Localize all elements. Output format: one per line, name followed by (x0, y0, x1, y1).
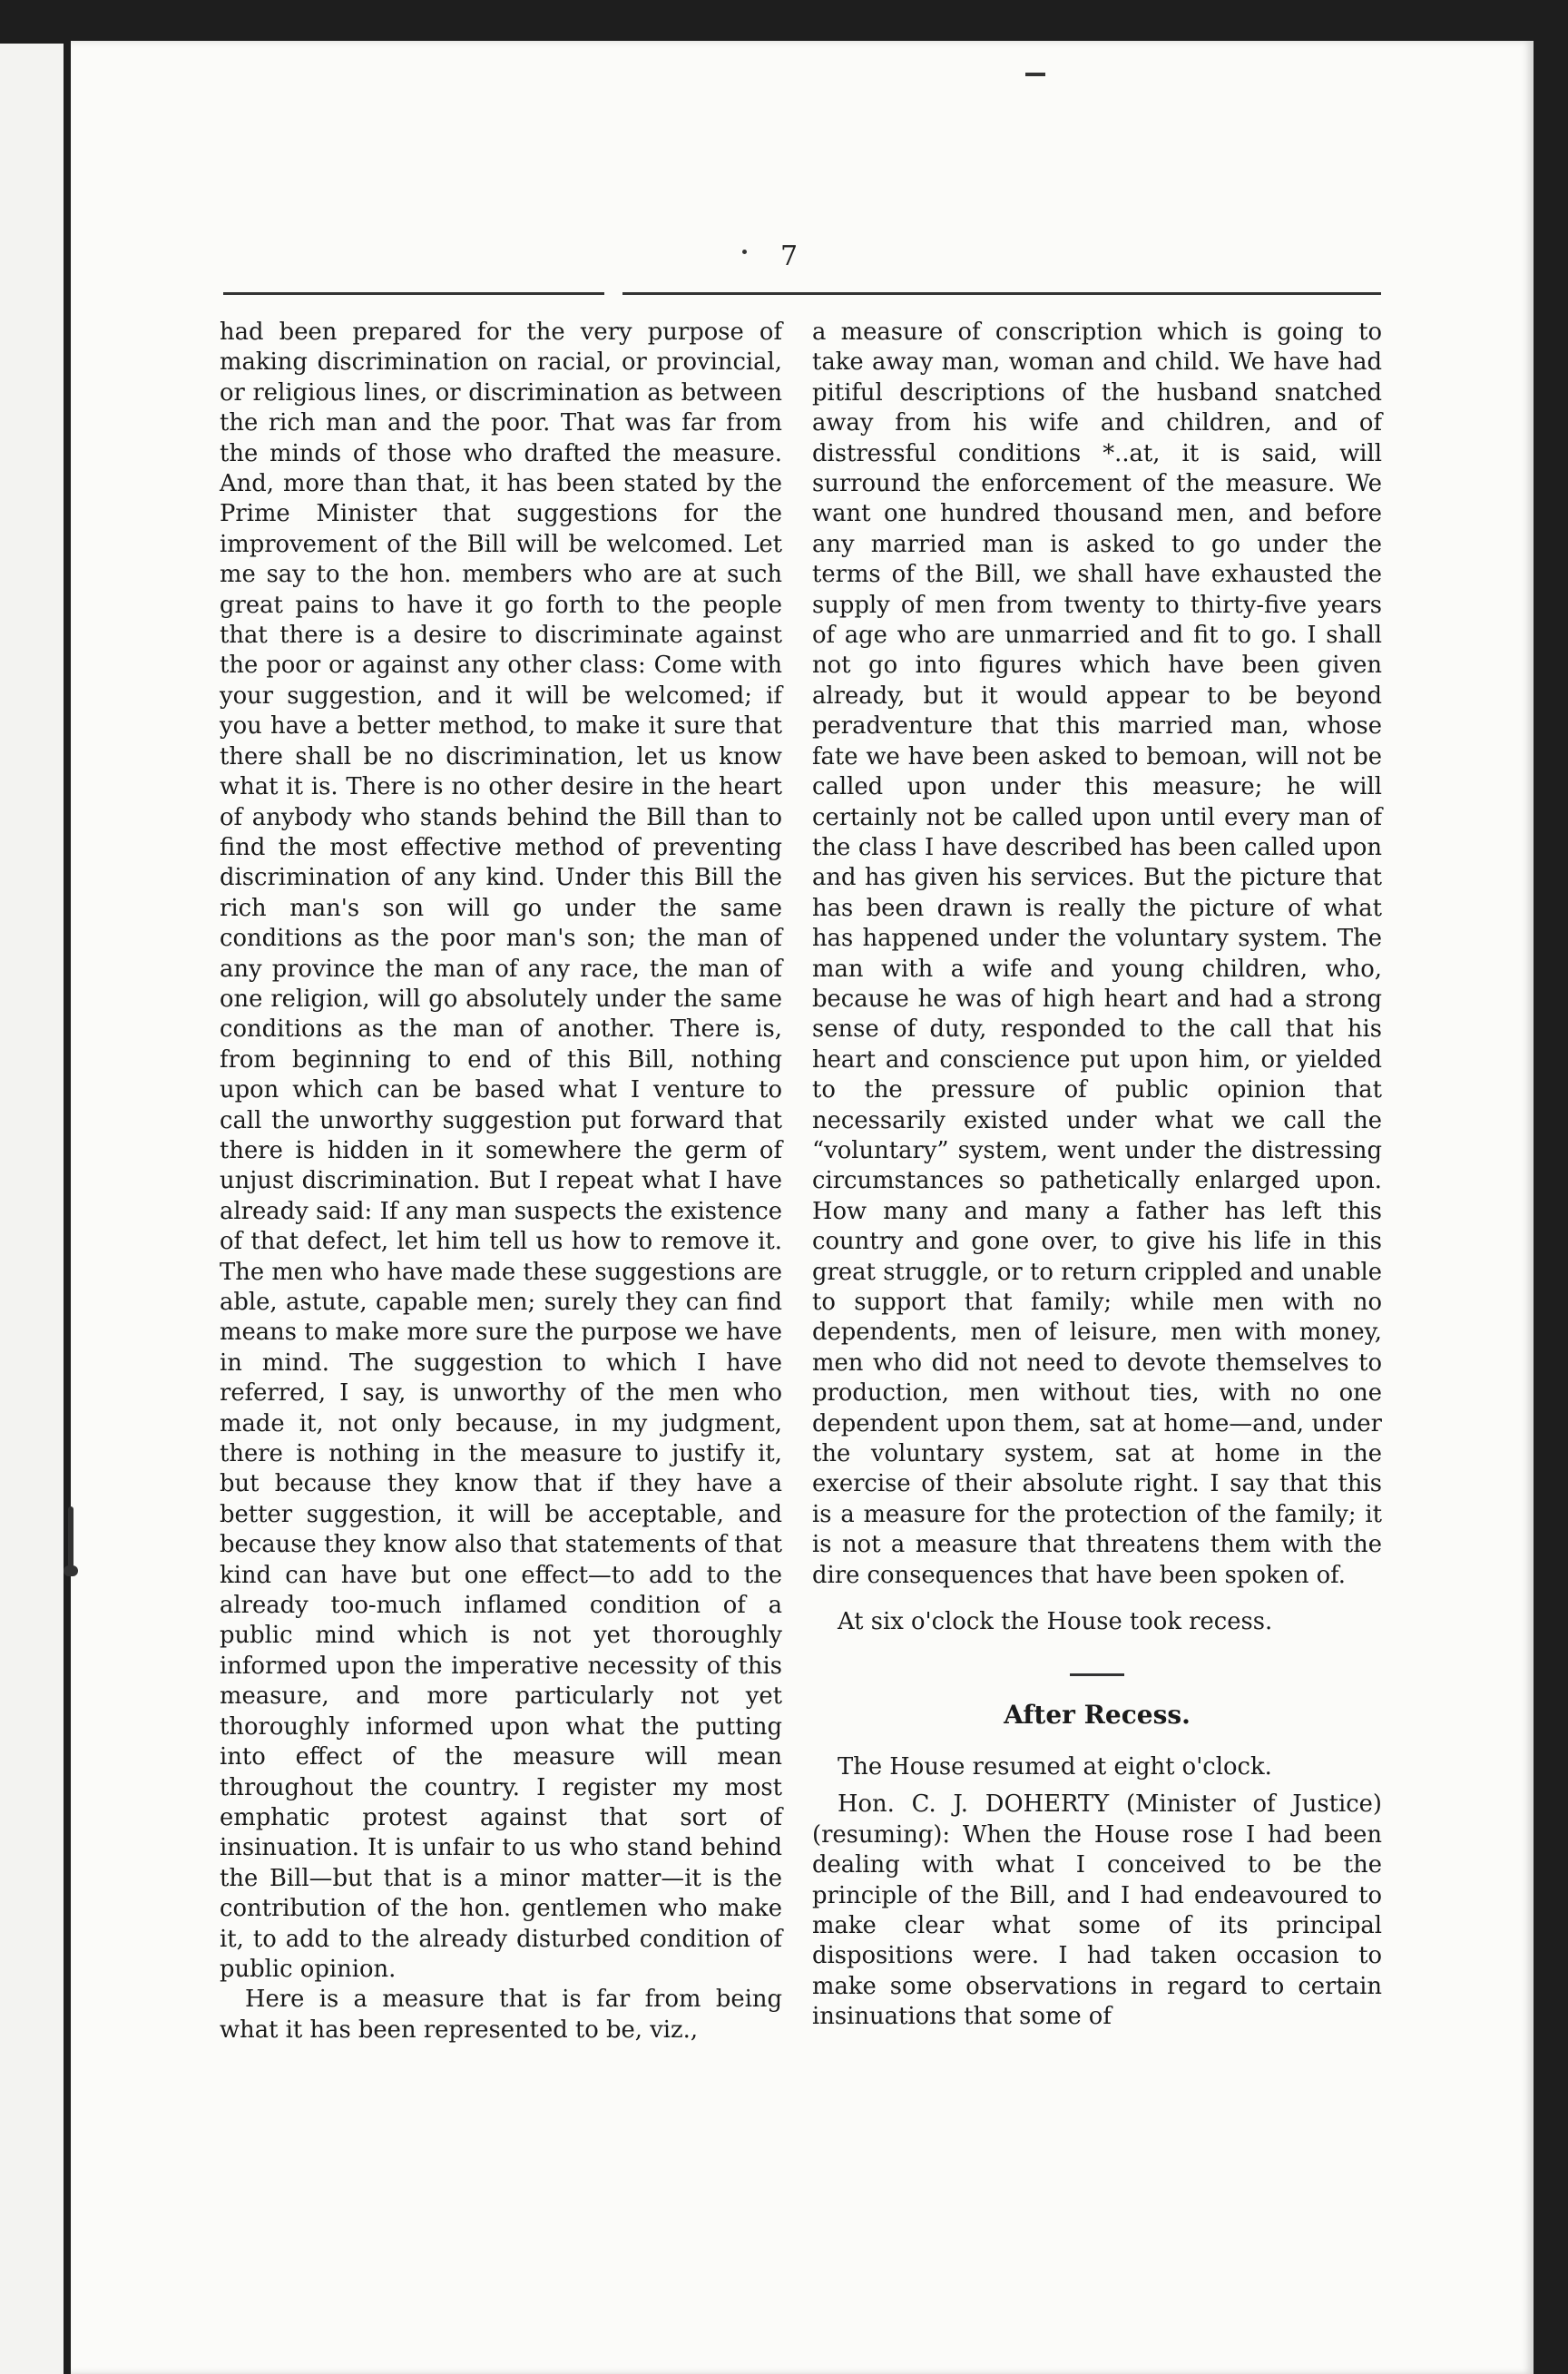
binding-mark (68, 1506, 74, 1570)
header-rule-right (622, 292, 1381, 295)
previous-page-edge (0, 44, 64, 2374)
page-number: 7 (780, 240, 799, 272)
left-paragraph-1: had been prepared for the very purpose of making discrimination on racial, or provincial, or religious lines, or discrimination as between the rich man and the poor. That was far from the minds of those who drafted the measure. And, more than that, it has been stated by the Prime Minister that suggestions for the improvement of the Bill will be welcomed. Let me say to the hon. members who are at such great pains to have it go forth to the people that there is a desire to discriminate against the poor or against any other class: Come with your suggestion, and it will be welcomed; if you have a better method, to make it sure that there shall be no discrimination, let us know what it is. There is no other desire in the heart of anybody who stands behind the Bill than to find the most effective method of preventing discrimination of any kind. Under this Bill the rich man's son will go under the same conditions as the poor man's son; the man of any province the man of any race, the man of one religion, will go absolutely under the same conditions as the man of another. There is, from beginning to end of this Bill, nothing upon which can be based what I venture to call the unworthy suggestion put forward that there is hidden in it somewhere the germ of unjust discrimination. But I repeat what I have already said: If any man suspects the existence of that defect, let him tell us how to remove it. The men who have made these suggestions are able, astute, capable men; surely they can find means to make more sure the purpose we have in mind. The suggestion to which I have referred, I say, is unworthy of the men who made it, not only because, in my judgment, there is nothing in the measure to justify it, but because they know that if they have a better suggestion, it will be acceptable, and because they know also that statements of that kind can have but one effect—to add to the already too-much inflamed condition of a public mind which is not yet thoroughly informed upon the imperative necessity of this measure, and more particularly not yet thoroughly informed upon what the putting into effect of the measure will mean throughout the country. I register my most emphatic protest against that sort of insinuation. It is unfair to us who stand behind the Bill—but that is a minor matter—it is the contribution of the hon. gentlemen who make it, to add to the already disturbed condition of public opinion. (220, 319, 782, 1983)
recess-line: At six o'clock the House took recess. (838, 1608, 1273, 1636)
binding-hole (64, 1565, 78, 1576)
scan-speck-small (742, 250, 747, 254)
scan-speck (1025, 73, 1045, 76)
left-paragraph-2: Here is a measure that is far from being what it has been represented to be, viz., (220, 1986, 782, 2044)
right-paragraph-1: a measure of conscription which is going to take away man, woman and child. We have had pitiful descriptions of the husband snatched away from his wife and children, and of distressful conditions *..at, it is said, will surround the enforcement of the measure. We want one hundred thousand men, and before any married man is asked to go under the terms of the Bill, we shall have exhausted the supply of men from twenty to thirty-five years of age who are unmarried and fit to go. I shall not go into figures which have been given already, but it would appear to be beyond peradventure that this married man, whose fate we have been asked to bemoan, will not be called upon under this measure; he will certainly not be called upon until every man of the class I have described has been called upon and has given his services. But the picture that has been drawn is really the picture of what has happened under the voluntary system. The man with a wife and young children, who, because he was of high heart and had a strong sense of duty, responded to the call that his heart and conscience put upon him, or yielded to the pressure of public opinion that necessarily existed under what we call the “voluntary” system, went under the distressing circumstances so pathetically enlarged upon. How many and many a father has left this country and gone over, to give his life in this great struggle, or to return crippled and unable to support that family; while men with no dependents, men of leisure, men with money, men who did not need to devote themselves to production, men without ties, with no one dependent upon them, sat at home—and, under the voluntary system, sat at home in the exercise of their absolute right. I say that this is a measure for the protection of the family; it is not a measure that threatens them with the dire consequences that have been spoken of. (812, 319, 1382, 1589)
header-rule-left (223, 292, 604, 295)
resume-line: The House resumed at eight o'clock. (838, 1752, 1272, 1780)
section-divider (1070, 1673, 1124, 1676)
left-column (220, 318, 782, 2045)
section-heading: After Recess. (1004, 1700, 1191, 1731)
right-paragraph-2: Hon. C. J. DOHERTY (Minister of Justice) (resuming): When the House rose I had been dealing with what I conceived to be the principle of the Bill, and I had endeavoured to make clear what some of its principal dispositions were. I had taken occasion to make some observations in regard to certain insinuations that some of (812, 1790, 1382, 2031)
right-column (812, 318, 1382, 2033)
